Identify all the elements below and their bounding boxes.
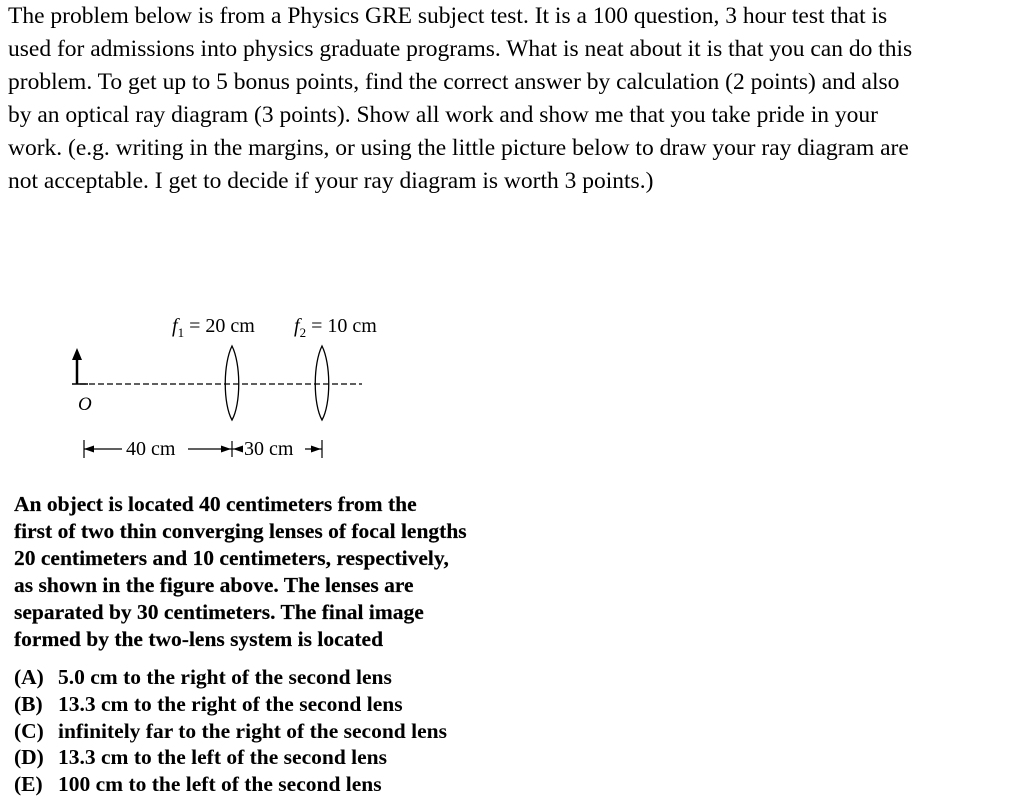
choice-c	[14, 718, 447, 745]
lens-diagram	[60, 312, 420, 472]
f1-label	[172, 315, 255, 340]
lens-2	[315, 346, 329, 420]
problem-text: An object is located 40 centimeters from the first of two thin converging lenses of focal lengths 20 centimeters and 10 centimeters, respectively, as shown in the figure above. The lenses are separated by 30 centimeters. The final image formed by the two-lens system is located	[14, 492, 467, 651]
answer-choices	[14, 664, 447, 798]
intro-line: problem. To get up to 5 bonus points, find the correct answer by calculation (2 points) and also	[8, 69, 900, 95]
dist-40-label: 40 cm	[126, 438, 176, 460]
choice-letter: (D)	[14, 745, 44, 770]
dim-arrowhead-30-left	[233, 446, 243, 453]
f1-value: = 20 cm	[184, 315, 255, 337]
intro-line: The problem below is from a Physics GRE subject test. It is a 100 question, 3 hour test that is	[8, 3, 888, 29]
f2-symbol: f	[294, 315, 300, 337]
intro-paragraph	[8, 0, 1008, 198]
choice-text: 5.0 cm to the right of the second lens	[58, 665, 392, 689]
choice-b	[14, 691, 447, 718]
choice-a	[14, 664, 447, 691]
object-label: O	[78, 394, 92, 415]
dim-arrowhead-40-right	[221, 446, 231, 453]
lens-1	[225, 346, 239, 420]
lens-diagram-svg	[60, 312, 420, 472]
choice-letter: (C)	[14, 718, 44, 743]
f2-label	[294, 315, 377, 340]
choice-text: 13.3 cm to the left of the second lens	[58, 745, 388, 770]
dist-30-label: 30 cm	[244, 438, 294, 460]
intro-line: work. (e.g. writing in the margins, or using the little picture below to draw your ray diagram are	[8, 135, 909, 161]
dim-arrowhead-left	[84, 446, 94, 453]
choice-letter: (E)	[14, 772, 43, 797]
choice-d	[14, 744, 447, 771]
choice-e	[14, 771, 447, 798]
choice-text: infinitely far to the right of the second lens	[58, 718, 447, 743]
intro-line: used for admissions into physics graduate programs. What is neat about it is that you can do this	[8, 36, 913, 62]
choice-letter: (B)	[14, 691, 43, 716]
f2-subscript: 2	[299, 325, 307, 340]
dim-arrowhead-right	[311, 446, 321, 453]
f1-symbol: f	[172, 315, 178, 337]
f2-value: = 10 cm	[306, 315, 377, 337]
choice-letter: (A)	[14, 665, 44, 689]
choice-text: 100 cm to the left of the second lens	[58, 772, 382, 797]
problem-statement	[14, 491, 514, 653]
object-arrow-head	[72, 348, 82, 360]
intro-line: not acceptable. I get to decide if your ray diagram is worth 3 points.)	[8, 168, 654, 194]
choice-text: 13.3 cm to the right of the second lens	[58, 691, 403, 716]
f1-subscript: 1	[177, 325, 185, 340]
intro-line: by an optical ray diagram (3 points). Show all work and show me that you take pride in your	[8, 102, 878, 128]
